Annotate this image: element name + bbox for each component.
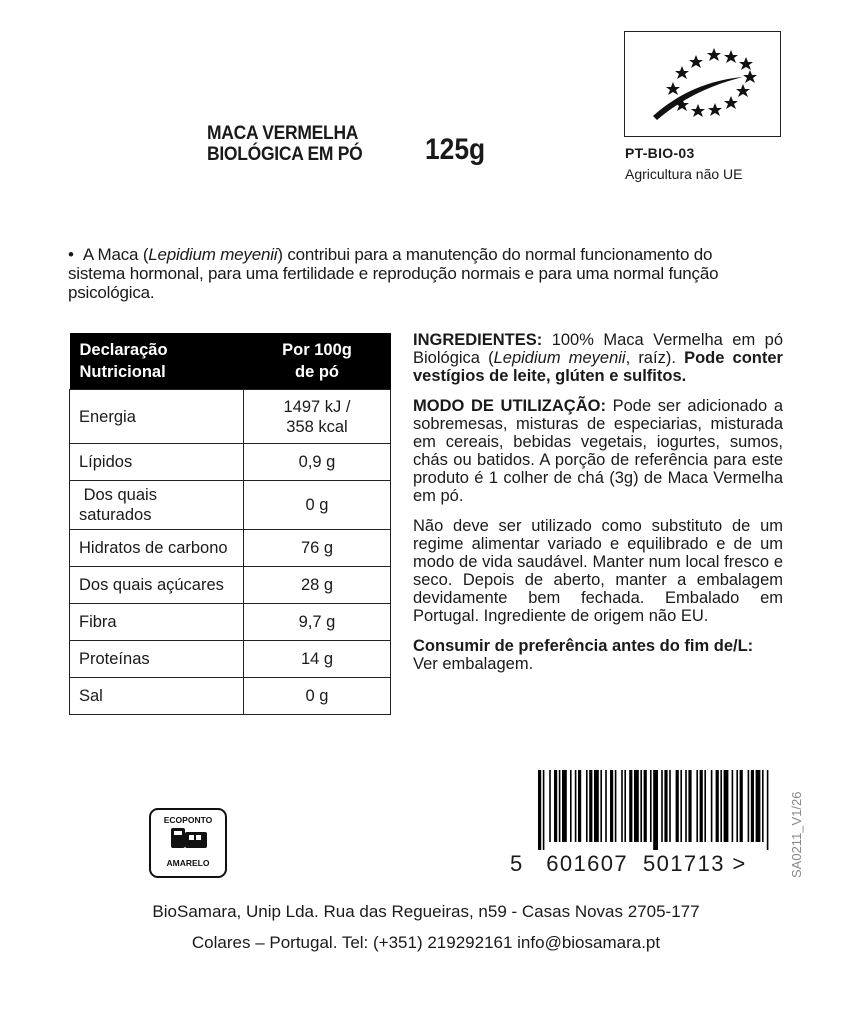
barcode-bar — [559, 770, 561, 842]
barcode-bar — [751, 770, 754, 842]
product-title-line1: MACA VERMELHA — [207, 123, 359, 144]
barcode-bar — [605, 770, 607, 842]
nutrient-label: Fibra — [70, 604, 244, 641]
barcode-bar — [724, 770, 729, 842]
table-row — [70, 641, 391, 678]
barcode-bar — [676, 770, 679, 842]
barcode-bar — [756, 770, 761, 842]
nutrient-label: Proteínas — [70, 641, 244, 678]
barcode-bar — [664, 770, 667, 842]
nutrient-label: Energia — [70, 390, 244, 444]
barcode-bar — [688, 770, 691, 842]
table-row — [70, 481, 391, 530]
barcode-bar — [589, 770, 592, 842]
barcode-bar — [748, 770, 750, 842]
barcode-bar — [711, 770, 713, 842]
bullet: • — [68, 245, 74, 264]
barcode-bar — [720, 770, 722, 842]
nutrient-value: 0 g — [244, 678, 391, 715]
barcode-bar — [732, 770, 734, 842]
version-code: SA0211_V1/26 — [789, 791, 804, 878]
barcode-bar — [600, 770, 602, 842]
nutrient-value: 1497 kJ / 358 kcal — [244, 390, 391, 444]
barcode-first-digit: 5 — [510, 851, 524, 876]
usage-heading: MODO DE UTILIZAÇÃO: — [413, 397, 606, 415]
ecoponto-top-label: ECOPONTO — [163, 815, 213, 825]
claim-text-start: A Maca ( — [82, 245, 149, 264]
barcode-bar — [538, 770, 541, 850]
nutrient-label: Lípidos — [70, 444, 244, 481]
barcode-bar — [578, 770, 581, 842]
barcode-bar — [736, 770, 738, 842]
ingredients-paragraph: INGREDIENTES: 100% Maca Vermelha em pó Biológica (Lepidium meyenii, raíz). Pode conter vestígios de leite, glúten e sulfitos. — [413, 331, 783, 385]
barcode-bar — [549, 770, 551, 842]
barcode-bar — [680, 770, 682, 842]
barcode-bar — [586, 770, 588, 842]
net-weight: 125g — [425, 133, 486, 166]
barcode-bar — [621, 770, 623, 842]
barcode-bar — [575, 770, 577, 842]
barcode-bar — [762, 770, 764, 842]
nutrition-header-value: Por 100g de pó — [244, 333, 391, 390]
organic-certification-code: PT-BIO-03 — [625, 145, 695, 161]
nutrient-label: Hidratos de carbono — [70, 530, 244, 567]
barcode-bar — [661, 770, 663, 842]
nutrition-table — [69, 333, 391, 715]
table-row — [70, 530, 391, 567]
nutrient-value: 28 g — [244, 567, 391, 604]
barcode-bar — [615, 770, 617, 842]
ingredients-heading: INGREDIENTES: — [413, 331, 543, 349]
product-information — [413, 331, 783, 685]
barcode-bar — [650, 770, 652, 842]
barcode-bar — [653, 770, 658, 850]
table-row — [70, 678, 391, 715]
barcode-bar — [704, 770, 706, 842]
barcode-bar — [610, 770, 613, 842]
company-address: BioSamara, Unip Lda. Rua das Regueiras, n59 - Casas Novas 2705-177 — [152, 902, 700, 921]
nutrient-value: 76 g — [244, 530, 391, 567]
nutrient-value: 0 g — [244, 481, 391, 530]
barcode-bar — [554, 770, 557, 842]
nutrient-label: Dos quais açúcares — [70, 567, 244, 604]
barcode-bar — [562, 770, 567, 842]
barcode-bar — [634, 770, 639, 842]
best-before-paragraph: Consumir de preferência antes do fim de/L: Ver embalagem. — [413, 637, 754, 673]
product-title-line2: BIOLÓGICA EM PÓ — [207, 144, 363, 165]
barcode-bar — [629, 770, 632, 842]
nutrient-label: Dos quais saturados — [70, 481, 244, 530]
allergen-warning: Pode conter vestígios de leite, glúten e sulfitos. — [413, 349, 783, 385]
barcode-right-digits: 501713 — [643, 851, 725, 876]
table-row — [70, 390, 391, 444]
barcode-bar — [740, 770, 743, 842]
barcode-digits — [510, 851, 747, 877]
barcode-bars — [508, 770, 776, 850]
product-title — [207, 123, 391, 165]
barcode-bar — [594, 770, 599, 842]
company-contact: Colares – Portugal. Tel: (+351) 219292161 info@biosamara.pt — [191, 933, 661, 952]
table-row — [70, 604, 391, 641]
table-row — [70, 444, 391, 481]
barcode-bar — [696, 770, 698, 842]
health-claim — [68, 245, 758, 302]
nutrient-label: Sal — [70, 678, 244, 715]
barcode-bar — [570, 770, 572, 842]
eu-organic-leaf-icon — [624, 31, 781, 137]
table-row — [70, 567, 391, 604]
claim-latin-name: Lepidium meyenii — [148, 245, 278, 264]
nutrition-header-label: Declaração Nutricional — [70, 333, 244, 390]
ecoponto-badge — [149, 808, 227, 878]
ecoponto-bottom-label: AMARELO — [166, 858, 210, 868]
nutrient-value: 9,7 g — [244, 604, 391, 641]
best-before-heading: Consumir de preferência antes do fim de/L: — [413, 637, 754, 655]
barcode-bar — [767, 770, 769, 850]
nutrient-value: 14 g — [244, 641, 391, 678]
barcode-bar — [624, 770, 626, 842]
nutrition-header — [70, 333, 391, 390]
barcode-bar — [669, 770, 671, 842]
usage-paragraph: MODO DE UTILIZAÇÃO: Pode ser adicionado a sobremesas, misturas de especiarias, misturada em cereais, bebidas vegetais, iogurtes, sumos, chás ou batidos. A porção de referência para este produto é 1 colher de chá (3g) de Maca Vermelha em pó. — [413, 397, 783, 505]
barcode-left-digits: 601607 — [546, 851, 628, 876]
barcode-bar — [543, 770, 545, 850]
warning-paragraph: Não deve ser utilizado como substituto de um regime alimentar variado e equilibrado e de um modo de vida saudável. Manter num local fresco e seco. Depois de aberto, manter a embalagem devidamente bem fechada. Embalado em Portugal. Ingrediente de origem não EU. — [413, 517, 783, 625]
claim-text-end: ) contribui para a manutenção do normal funcionamento do sistema hormonal, para uma fertilidade e reprodução normais e para uma normal função psicológica. — [68, 245, 719, 302]
barcode-bar — [700, 770, 703, 842]
barcode-bar — [640, 770, 642, 842]
barcode-bar — [685, 770, 687, 842]
nutrient-value: 0,9 g — [244, 444, 391, 481]
barcode-bar — [644, 770, 647, 842]
barcode-marker: > — [732, 851, 747, 876]
agriculture-origin: Agricultura não UE — [625, 166, 743, 182]
barcode-bar — [716, 770, 719, 842]
